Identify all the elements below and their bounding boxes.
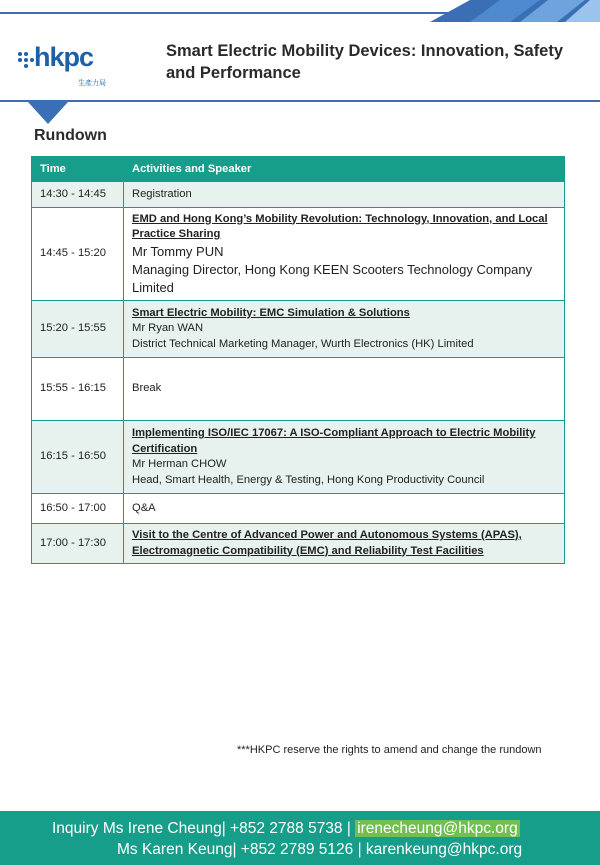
table-row [32, 421, 565, 494]
title-line-2: and Performance [166, 64, 301, 82]
row-activity: Registration [124, 182, 565, 208]
speaker-name: Mr Herman CHOW [132, 458, 227, 470]
speaker-role: Head, Smart Health, Energy & Testing, Hong Kong Productivity Council [132, 473, 485, 486]
table-row [32, 182, 565, 208]
email-link-irene[interactable]: irenecheung@hkpc.org [357, 820, 518, 837]
header-divider [0, 100, 600, 102]
header [0, 30, 600, 100]
table-header-row [32, 157, 565, 182]
inquiry-line-2: Ms Karen Keung| +852 2789 5126 | karenkeung@hkpc.org [117, 841, 523, 858]
hkpc-logo [16, 42, 116, 86]
session-topic: Implementing ISO/IEC 17067: A ISO-Compliant Approach to Electric Mobility Certification [132, 427, 536, 455]
divider-tab [28, 102, 68, 124]
row-activity [124, 301, 565, 358]
row-activity [124, 524, 565, 564]
table-row [32, 301, 565, 358]
page-title [166, 40, 591, 84]
footer [0, 811, 600, 865]
speaker-name: Mr Tommy PUN [132, 243, 224, 259]
session-topic: EMD and Hong Kong’s Mobility Revolution: Technology, Innovation, and Local Practice Sharing [132, 212, 548, 240]
row-activity [124, 208, 565, 301]
table-row [32, 494, 565, 524]
session-topic: Smart Electric Mobility: EMC Simulation & Solutions [132, 306, 410, 319]
row-activity: Break [124, 358, 565, 421]
speaker-role: Managing Director, Hong Kong KEEN Scooters Technology Company Limited [132, 261, 533, 295]
logo-subtext: 生產力局 [78, 79, 106, 87]
table-row [32, 524, 565, 564]
row-time: 17:00 - 17:30 [32, 524, 124, 564]
col-time-header: Time [32, 157, 124, 182]
rundown-table [31, 156, 565, 564]
speaker-name: Mr Ryan WAN [132, 322, 204, 335]
row-time: 15:55 - 16:15 [32, 358, 124, 421]
rundown-note: ***HKPC reserve the rights to amend and change the rundown [237, 744, 542, 756]
row-time: 14:45 - 15:20 [32, 208, 124, 301]
row-time: 14:30 - 14:45 [32, 182, 124, 208]
inquiry-line-1 [52, 820, 520, 838]
table-row [32, 208, 565, 301]
row-activity: Q&A [124, 494, 565, 524]
session-topic: Visit to the Centre of Advanced Power and Autonomous Systems (APAS), Electromagnetic Compatibility (EMC) and Reliability Test Facilities [132, 529, 522, 557]
title-line-1: Smart Electric Mobility Devices: Innovation, Safety [166, 42, 564, 60]
table-row [32, 358, 565, 421]
logo-text: hkpc [34, 42, 94, 72]
row-time: 15:20 - 15:55 [32, 301, 124, 358]
row-time: 16:15 - 16:50 [32, 421, 124, 494]
top-decoration [0, 0, 600, 22]
col-activities-header: Activities and Speaker [124, 157, 565, 182]
logo-dots-icon [16, 50, 36, 70]
inquiry-contact-1: Inquiry Ms Irene Cheung| +852 2788 5738 | [52, 820, 356, 837]
row-activity [124, 421, 565, 494]
row-time: 16:50 - 17:00 [32, 494, 124, 524]
section-title: Rundown [34, 127, 107, 144]
speaker-role: District Technical Marketing Manager, Wurth Electronics (HK) Limited [132, 337, 474, 350]
